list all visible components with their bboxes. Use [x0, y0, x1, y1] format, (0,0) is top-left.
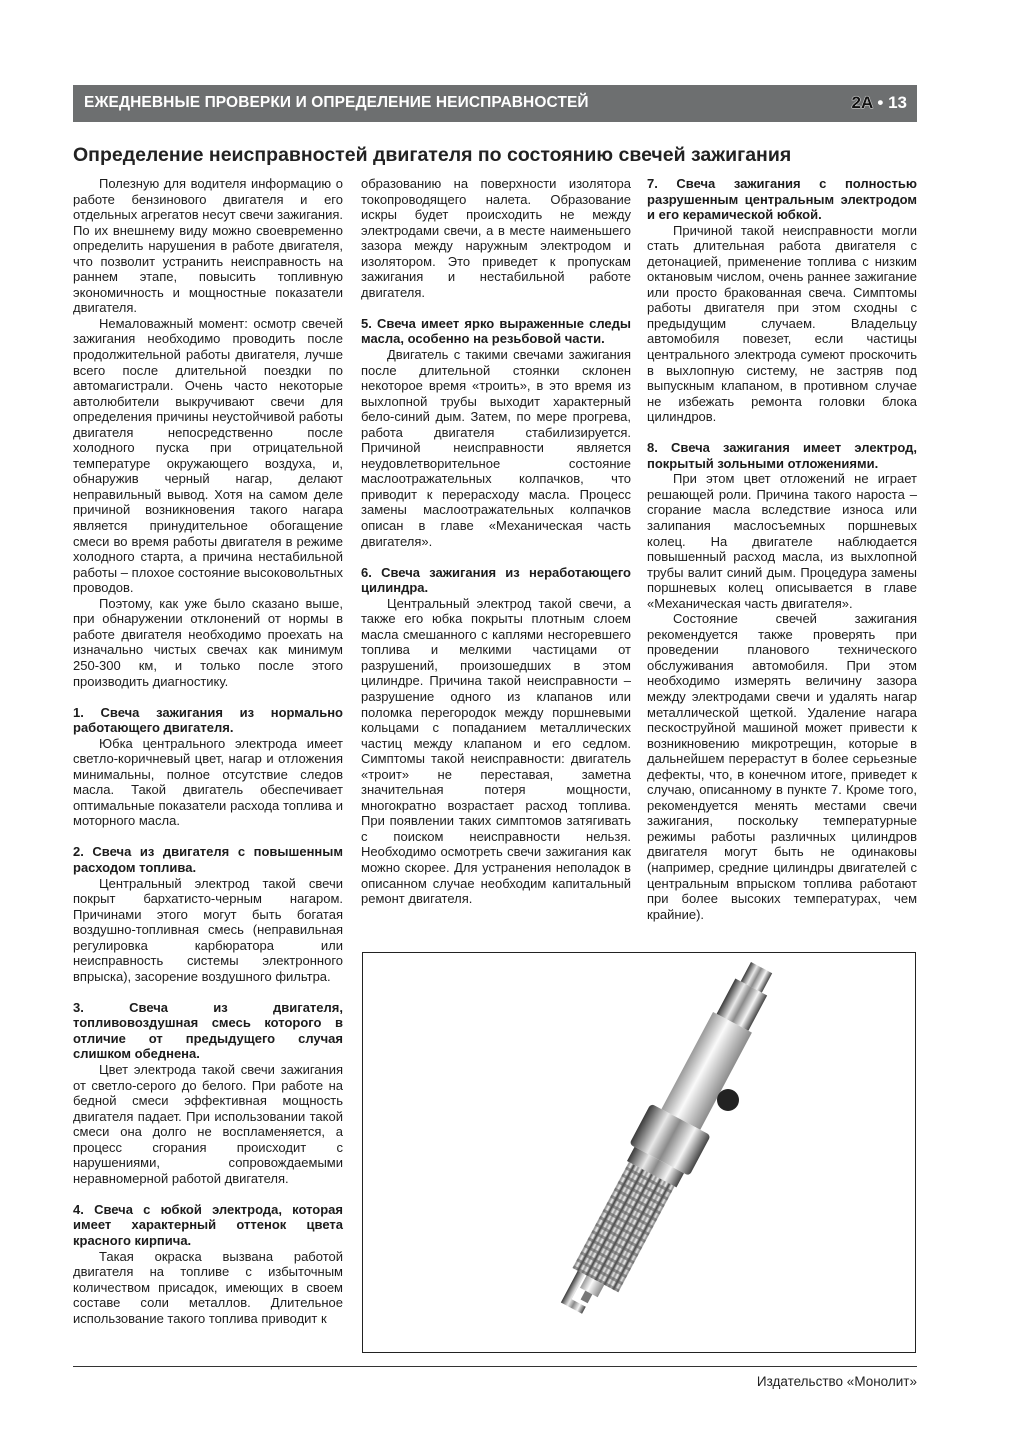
paragraph: Немаловажный момент: осмотр свечей зажигания необходимо проводить после продолжительной работы двигателя, лучше всего после длительной поездки по автомагистрали. Очень часто некоторые автолюбители выкручивают свечи для определения причины неустойчивой работы двигателя непосредственно после холодного пуска при отрицательной температуре окружающего воздуха, и, обнаружив черный нагар, делают неправильный вывод. Хотя на самом деле причиной возникновения такого нагара является принудительное обогащение смеси во время работы двигателя в режиме холодного старта, а причина нестабильной работы – плохое состояние высоковольтных проводов.	[73, 315, 343, 596]
publisher-logo-icon	[717, 1089, 739, 1111]
paragraph: Такая окраска вызвана работой двигателя на топливе с избыточным количеством присадок, имеющих в своем составе соли металлов. Длительное использование такого топлива приводит к	[73, 1248, 343, 1326]
section-title: ЕЖЕДНЕВНЫЕ ПРОВЕРКИ И ОПРЕДЕЛЕНИЕ НЕИСПРАВНОСТЕЙ	[84, 94, 589, 111]
column-3	[647, 176, 917, 922]
subheading: 2. Свеча из двигателя с повышенным расходом топлива.	[73, 844, 343, 875]
subheading: 5. Свеча имеет ярко выраженные следы масла, особенно на резьбовой части.	[361, 315, 631, 347]
column-2	[361, 176, 631, 907]
paragraph: Юбка центрального электрода имеет светло-коричневый цвет, нагар и отложения минимальны, полное отсутствие следов масла. Такой двигатель обеспечивает оптимальные показатели расхода топлива и моторного масла.	[73, 735, 343, 829]
column-1	[73, 176, 343, 1326]
paragraph: Полезную для водителя информацию о работе бензинового двигателя и его отдельных агрегатов несут свечи зажигания. По их внешнему виду можно своевременно определить нарушения в работе двигателя, что позволит устранить неисправность на раннем этапе, повысить топливную экономичность и мощностные показатели двигателя.	[73, 176, 343, 316]
paragraph: Двигатель с такими свечами зажигания после длительной стоянки склонен некоторое время «троить», в это время из выхлопной трубы выходит характерный бело-синий дым. Затем, по мере прогрева, работа двигателя стабилизируется. Причиной неисправности является неудовлетворительное состояние маслоотражательных колпачков, что приводит к перерасходу масла. Процесс замены маслоотражательных колпачков описан в главе «Механическая часть двигателя».	[361, 346, 631, 549]
paragraph: образованию на поверхности изолятора токопроводящего налета. Образование искры будет происходить не между электродами свечи, а в месте наименьшего зазора между наружным электродом и изолятором. Это приведет к пропускам зажигания и нестабильной работе двигателя.	[361, 176, 631, 300]
subheading: 1. Свеча зажигания из нормально работающего двигателя.	[73, 704, 343, 736]
paragraph: Поэтому, как уже было сказано выше, при обнаружении отклонений от нормы в работе двигателя необходимо проехать на изначально чистых свечах как минимум 250-300 км, и только после этого производить диагностику.	[73, 595, 343, 689]
publisher-footer: Издательство «Монолит»	[756, 1374, 917, 1389]
subheading: 3. Свеча из двигателя, топливовоздушная смесь которого в отличие от предыдущего случая слишком обеднена.	[73, 999, 343, 1062]
page-title: Определение неисправностей двигателя по состоянию свечей зажигания	[73, 144, 792, 166]
paragraph: Состояние свечей зажигания рекомендуется также проверять при проведении планового технического обслуживания автомобиля. При этом необходимо измерять величину зазора между электродами свечи и удалять нагар металлической щеткой. Удаление нагара пескоструйной машиной может привести к возникновению микротрещин, которые в дальнейшем перерастут в более серьезные дефекты, что, в конечном итоге, приведет к случаю, описанному в пункте 7. Кроме того, рекомендуется менять местами свечи зажигания, поскольку температурные режимы работы различных цилиндров двигателя могут быть не одинаковы (например, средние цилиндры двигателей с центральным впрыском топлива работают при более высоких температурах, чем крайние).	[647, 611, 917, 922]
paragraph: Причиной такой неисправности могли стать длительная работа двигателя с детонацией, применение топлива с низким октановым числом, очень раннее зажигание или просто бракованная свеча. Симптомы работы двигателя при этом сходны с предыдущим случаем. Владельцу автомобиля повезет, если частицы центрального электрода сумеют проскочить в выхлопную систему, не застряв под выпускным клапаном, в противном случае не избежать ремонта головки блока цилиндров.	[647, 222, 917, 425]
page-number-block	[852, 93, 907, 113]
spark-plug-figure	[362, 952, 916, 1353]
page-number: 13	[888, 93, 907, 112]
subheading: 6. Свеча зажигания из неработающего цилиндра.	[361, 564, 631, 596]
chapter-label: 2A	[851, 93, 873, 112]
paragraph: При этом цвет отложений не играет решающей роли. Причина такого нароста – сгорание масла вследствие износа или залипания маслосъемных поршневых колец. На двигателе наблюдается повышенный расход масла, из выхлопной трубы валит синий дым. Процедура замены поршневых колец описывается в главе «Механическая часть двигателя».	[647, 471, 917, 611]
separator: •	[877, 93, 884, 112]
paragraph: Цвет электрода такой свечи зажигания от светло-серого до белого. При работе на бедной смеси эффективная мощность двигателя падает. При использовании такой смеси она долго не воспламеняется, а процесс сгорания происходит с нарушениями, сопровождаемыми неравномерной работой двигателя.	[73, 1062, 343, 1186]
spark-plug-illustration	[363, 953, 914, 1351]
subheading: 4. Свеча с юбкой электрода, которая имеет характерный оттенок цвета красного кирпича.	[73, 1201, 343, 1248]
footer-rule	[73, 1366, 917, 1367]
running-header	[73, 85, 917, 122]
subheading: 7. Свеча зажигания с полностью разрушенным центральным электродом и его керамической юбкой.	[647, 176, 917, 223]
paragraph: Центральный электрод такой свечи, а также его юбка покрыты плотным слоем масла смешанного с каплями несгоревшего топлива и мелкими частицами от разрушений, произошедших в этом цилиндре. Причина такой неисправности – разрушение одного из клапанов или поломка перегородок между поршневыми кольцами с попаданием металлических частиц между клапаном и его седлом. Симптомы такой неисправности: двигатель «троит» не переставая, заметна значительная потеря мощности, многократно возрастает расход топлива. При появлении таких симптомов затягивать с поиском неисправности нельзя. Необходимо осмотреть свечи зажигания как можно скорее. Для устранения неполадок в описанном случае необходим капитальный ремонт двигателя.	[361, 595, 631, 907]
subheading: 8. Свеча зажигания имеет электрод, покрытый зольными отложениями.	[647, 440, 917, 471]
paragraph: Центральный электрод такой свечи покрыт бархатисто-черным нагаром. Причинами этого могут быть богатая воздушно-топливная смесь (неправильная регулировка карбюратора или неисправность системы электронного впрыска), засорение воздушного фильтра.	[73, 875, 343, 984]
